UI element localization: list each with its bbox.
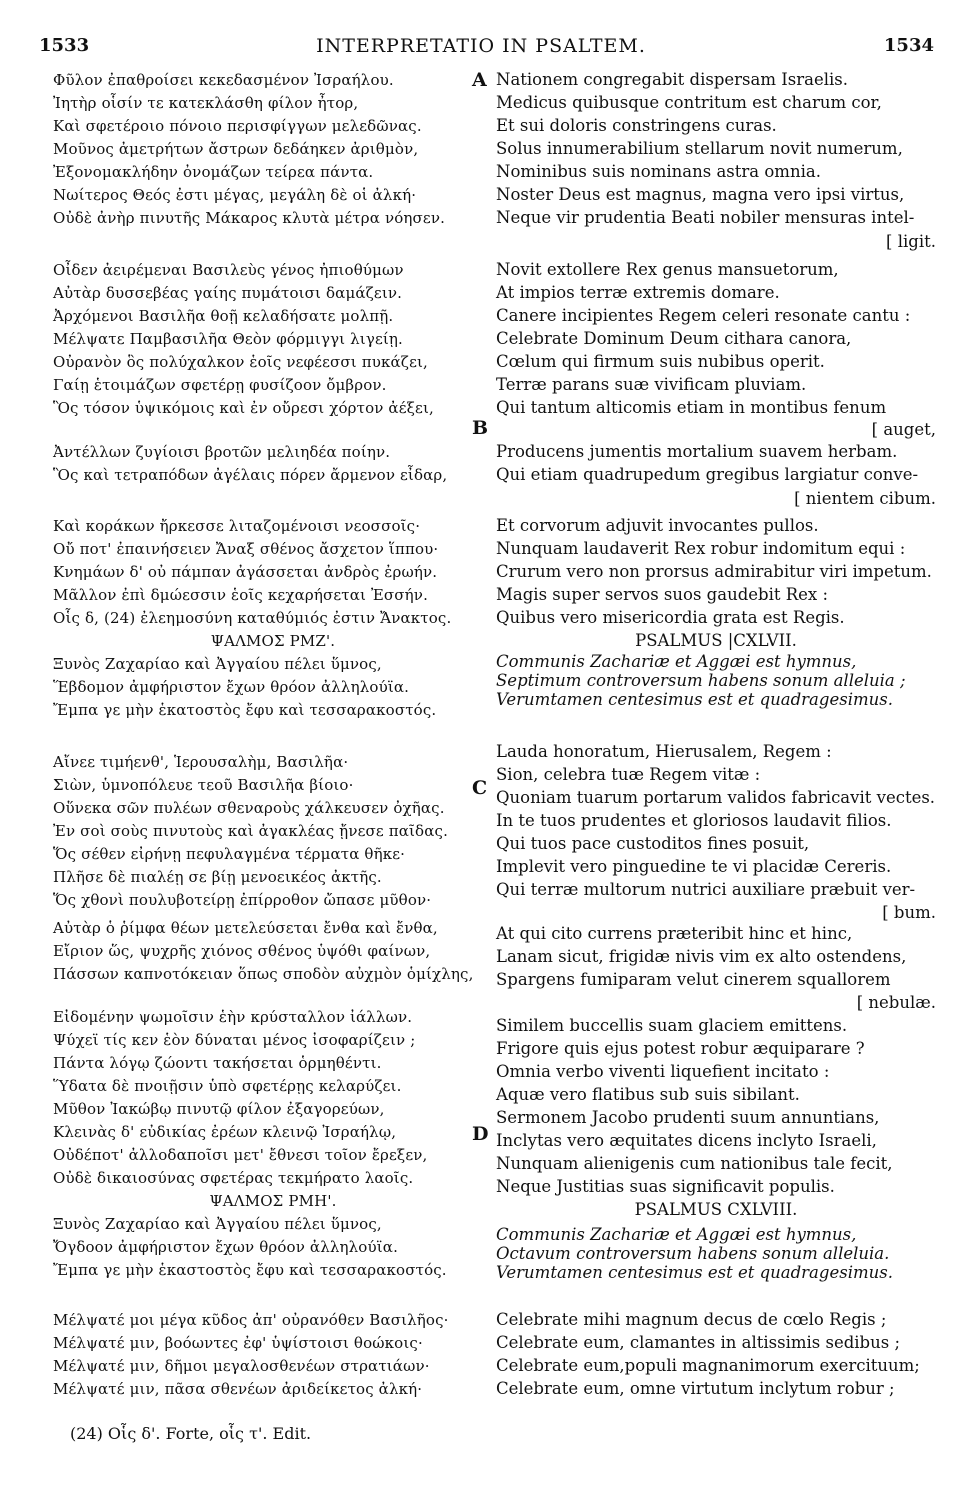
latin-verse-line: Qui tuos pace custoditos fines posuit, [496,834,810,853]
margin-mark-b: B [472,417,489,439]
latin-verse-line: Terræ parans suæ vivificam pluviam. [496,375,807,394]
latin-verse-line: Qui terræ multorum nutrici auxiliare præbuit ver- [496,880,916,899]
latin-verse-line: Celebrate Dominum Deum cithara canora, [496,329,852,348]
greek-psalm-heading: ΨΑΛΜΟΣ ΡΜΗ'. [209,1192,337,1210]
greek-verse-line: Ὕδατα δὲ πνοιῇσιν ὑπὸ σφετέρῃς κελαρύζει. [53,1077,402,1095]
greek-verse-line: Οἷς δ, (24) ἐλεημοσύνη καταθύμιός ἐστιν Ἄνακτος. [53,609,452,627]
greek-verse-line: Μῦθον Ἰακώβῳ πινυτῷ φίλον ἐξαγορεύων, [53,1100,385,1118]
greek-verse-line: Αὐτὰρ δυσσεβέας γαίης πυμάτοισι δαμάζειν. [53,284,403,302]
greek-verse-line: Ὄγδοον ἀμφήριστον ἔχων θρόον ἀλληλούϊα. [53,1238,398,1256]
greek-verse-line: Ἀρχόμενοι Βασιλῆα θοῇ κελαδήσατε μολπῇ. [53,307,394,325]
latin-verse-line: Frigore quis ejus potest robur æquiparare ? [496,1039,865,1058]
greek-verse-line: Οὐδὲ δικαιοσύνας σφετέρας τεκμήρατο λαοῖς. [53,1169,414,1187]
latin-verse-line: Aquæ vero flatibus sub suis sibilant. [496,1085,800,1104]
latin-verse-line: Inclytas vero æquitates dicens inclyto Israeli, [496,1131,877,1150]
greek-verse-line: Οὐρανὸν ὃς πολύχαλκον ἑοῖς νεφέεσσι πυκάζει, [53,353,428,371]
latin-verse-line: Nominibus suis nominans astra omnia. [496,162,821,181]
latin-verse-line: Lanam sicut, frigidæ nivis vim ex alto ostendens, [496,947,907,966]
latin-verse-line: Implevit vero pinguedine te vi placidæ Cereris. [496,857,892,876]
greek-verse-line: Πάσσων καπνοτόκειαν ὅπως σποδὸν αὐχμὸν ὁμίχλης, [53,965,474,983]
greek-verse-line: Ξυνὸς Ζαχαρίαο καὶ Ἀγγαίου πέλει ὕμνος, [53,655,382,673]
latin-verse-line: Nunquam alienigenis cum nationibus tale fecit, [496,1154,893,1173]
page-number-right: 1534 [883,35,934,56]
greek-verse-line: Μέλψατέ μιν, δῆμοι μεγαλοσθενέων στρατιάων· [53,1357,430,1375]
greek-verse-line: Καὶ σφετέροιο πόνοιο περισφίγγων μελεδῶνας. [53,117,422,135]
greek-verse-line: Αὐτὰρ ὁ ῥίμφα θέων μετελεύσεται ἔνθα καὶ ἔνθα, [53,919,438,937]
page-number-left: 1533 [39,35,90,56]
footnote: (24) Οἷς δ'. Forte, οἷς τ'. Edit. [70,1424,312,1443]
latin-verse-line: Omnia verbo viventi liquefient incitato : [496,1062,830,1081]
greek-verse-line: Πλῆσε δὲ πιαλέῃ σε βίῃ μενοεικέος ἀκτῆς. [53,868,382,886]
greek-verse-line: Ἔμπα γε μὴν ἑκατοστὸς ἔφυ καὶ τεσσαρακοστός. [53,701,437,719]
greek-verse-line: Εἴριον ὥς, ψυχρῆς χιόνος σθένος ὑψόθι φαίνων, [53,942,431,960]
latin-verse-line: Communis Zachariæ et Aggæi est hymnus, [496,1225,857,1244]
greek-verse-line: Σιὼν, ὑμνοπόλευε τεοῦ Βασιλῆα βίοιο· [53,776,354,794]
latin-verse-line: Cœlum qui firmum suis nubibus operit. [496,352,825,371]
greek-verse-line: Ἀντέλλων ζυγίοισι βροτῶν μελιηδέα ποίην. [53,443,391,461]
greek-verse-line: Μέλψατέ μιν, βοόωντες ἐφ' ὑψίστοισι θοώκοις· [53,1334,423,1352]
greek-verse-line: Νωίτερος Θεός ἐστι μέγας, μεγάλη δὲ οἱ ἀλκή· [53,186,417,204]
latin-verse-line: Sion, celebra tuæ Regem vitæ : [496,765,761,784]
greek-verse-line: Γαίῃ ἑτοιμάζων σφετέρῃ φυσίζοον ὄμβρον. [53,376,387,394]
latin-verse-line: Producens jumentis mortalium suavem herbam. [496,442,898,461]
greek-verse-line: Οὐδὲ ἀνὴρ πινυτῆς Μάκαρος κλυτὰ μέτρα νόησεν. [53,209,446,227]
greek-verse-line: Ὅς σέθεν εἰρήνῃ πεφυλαγμένα τέρματα θῆκε· [53,845,406,863]
latin-verse-line: Quoniam tuarum portarum validos fabricavit vectes. [496,788,936,807]
latin-verse-line: Similem buccellis suam glaciem emittens. [496,1016,848,1035]
latin-verse-line: Celebrate eum, clamantes in altissimis sedibus ; [496,1333,901,1352]
latin-verse-line: Communis Zachariæ et Aggæi est hymnus, [496,652,857,671]
margin-mark-c: C [472,777,488,799]
greek-verse-line: Καὶ κοράκων ἤρκεσσε λιταζομένοισι νεοσσοῖς· [53,517,421,535]
greek-verse-line: Ἕβδομον ἀμφήριστον ἔχων θρόον ἀλληλούϊα. [53,678,410,696]
greek-verse-line: Ἐν σοὶ σοὺς πινυτοὺς καὶ ἀγακλέας ᾔνεσε παῖδας. [53,822,448,840]
greek-verse-line: Φῦλον ἐπαθροίσει κεκεδασμένον Ἰσραήλου. [53,71,394,89]
latin-verse-line: Verumtamen centesimus est et quadragesimus. [496,1263,893,1282]
running-title: INTERPRETATIO IN PSALTEM. [316,35,646,57]
latin-verse-line: [ auget, [871,420,936,439]
latin-verse-line: Neque vir prudentia Beati nobiler mensuras intel- [496,208,915,227]
latin-verse-line: Octavum controversum habens sonum alleluia. [496,1244,890,1263]
greek-verse-line: Μέλψατέ μιν, πᾶσα σθενέων ἀριδείκετος ἀλκή· [53,1380,423,1398]
margin-mark-a: A [472,69,487,91]
latin-verse-line: Lauda honoratum, Hierusalem, Regem : [496,742,832,761]
latin-verse-line: Celebrate eum, omne virtutum inclytum robur ; [496,1379,895,1398]
greek-verse-line: Μέλψατέ μοι μέγα κῦδος ἀπ' οὐρανόθεν Βασιλῆος· [53,1311,449,1329]
greek-verse-line: Ὅς χθονὶ πουλυβοτείρῃ ἐπίρροθον ὤπασε μῦθον· [53,891,432,909]
latin-verse-line: Novit extollere Rex genus mansuetorum, [496,260,839,279]
greek-verse-line: Αἴνεε τιμήενθ', Ἱερουσαλὴμ, Βασιλῆα· [53,753,349,771]
greek-verse-line: Μοῦνος ἀμετρήτων ἄστρων δεδάηκεν ἀριθμὸν, [53,140,419,158]
latin-verse-line: [ nientem cibum. [794,489,936,508]
latin-verse-line: Nationem congregabit dispersam Israelis. [496,70,848,89]
greek-verse-line: Εἰδομένην ψωμοῖσιν ἑὴν κρύσταλλον ἰάλλων. [53,1008,413,1026]
greek-verse-line: Ψύχεϊ τίς κεν ἑὸν δύναται μένος ἰσοφαρίζειν ; [53,1031,416,1049]
greek-verse-line: Κνημάων δ' οὐ πάμπαν ἀγάσσεται ἀνδρὸς ἐρωήν. [53,563,438,581]
latin-verse-line: Celebrate eum,populi magnanimorum exercituum; [496,1356,920,1375]
latin-verse-line: Qui tantum alticomis etiam in montibus fenum [496,398,887,417]
latin-verse-line: Verumtamen centesimus est et quadragesimus. [496,690,893,709]
greek-verse-line: Ἔμπα γε μὴν ἑκαστοστὸς ἔφυ καὶ τεσσαρακοστός. [53,1261,447,1279]
greek-verse-line: Πάντα λόγῳ ζώοντι τακήσεται ὁρμηθέντι. [53,1054,382,1072]
latin-verse-line: Quibus vero misericordia grata est Regis. [496,608,845,627]
latin-verse-line: At qui cito currens præteribit hinc et hinc, [496,924,853,943]
latin-verse-line: Septimum controversum habens sonum alleluia ; [496,671,906,690]
latin-verse-line: Spargens fumiparam velut cinerem squallorem [496,970,891,989]
latin-verse-line: Magis super servos suos gaudebit Rex : [496,585,829,604]
greek-psalm-heading: ΨΑΛΜΟΣ ΡΜΖ'. [210,632,336,650]
greek-verse-line: Οὐδέποτ' ἀλλοδαποῖσι μετ' ἔθνεσι τοῖον ἔρεξεν, [53,1146,428,1164]
latin-verse-line: Sermonem Jacobo prudenti suum annuntians, [496,1108,880,1127]
latin-verse-line: Qui etiam quadrupedum gregibus largiatur conve- [496,465,919,484]
latin-verse-line: Neque Justitias suas significavit populis. [496,1177,835,1196]
latin-verse-line: Canere incipientes Regem celeri resonate cantu : [496,306,911,325]
latin-verse-line: Et sui doloris constringens curas. [496,116,777,135]
latin-verse-line: Solus innumerabilium stellarum novit numerum, [496,139,903,158]
greek-verse-line: Ξυνὸς Ζαχαρίαο καὶ Ἀγγαίου πέλει ὕμνος, [53,1215,382,1233]
latin-verse-line: Celebrate mihi magnum decus de cœlo Regis ; [496,1310,887,1329]
latin-verse-line: In te tuos prudentes et gloriosos laudavit filios. [496,811,892,830]
greek-verse-line: Κλεινὰς δ' εὐδικίας ἐρέων κλεινῷ Ἰσραήλῳ, [53,1123,397,1141]
latin-verse-line: Et corvorum adjuvit invocantes pullos. [496,516,819,535]
margin-mark-d: D [472,1123,489,1145]
greek-verse-line: Οἶδεν ἀειρέμεναι Βασιλεὺς γένος ἠπιοθύμων [53,261,404,279]
latin-verse-line: Medicus quibusque contritum est charum cor, [496,93,882,112]
latin-psalm-heading: PSALMUS |CXLVII. [635,631,797,650]
latin-verse-line: Nunquam laudaverit Rex robur indomitum equi : [496,539,906,558]
greek-verse-line: Ὃς τόσον ὑψικόμοις καὶ ἐν οὔρεσι χόρτον ἀέξει, [53,399,434,417]
latin-verse-line: [ bum. [882,903,936,922]
greek-verse-line: Μᾶλλον ἐπὶ δμώεσσιν ἑοῖς κεχαρήσεται Ἐσσήν. [53,586,428,604]
latin-verse-line: Crurum vero non prorsus admirabitur viri impetum. [496,562,932,581]
latin-verse-line: At impios terræ extremis domare. [496,283,780,302]
latin-psalm-heading: PSALMUS CXLVIII. [634,1200,798,1219]
greek-verse-line: Ἰητὴρ οἷσίν τε κατεκλάσθη φίλον ἦτορ, [53,94,359,112]
greek-verse-line: Ἐξονομακλήδην ὀνομάζων τείρεα πάντα. [53,163,374,181]
latin-verse-line: Noster Deus est magnus, magna vero ipsi virtus, [496,185,905,204]
latin-verse-line: [ nebulæ. [856,993,936,1012]
greek-verse-line: Οὕνεκα σῶν πυλέων σθεναροὺς χάλκευσεν ὀχῆας. [53,799,445,817]
greek-verse-line: Οὔ ποτ' ἐπαινήσειεν Ἄναξ σθένος ἄσχετον ἵππου· [53,540,439,558]
greek-verse-line: Μέλψατε Παμβασιλῆα Θεὸν φόρμιγγι λιγείῃ. [53,330,403,348]
latin-verse-line: [ ligit. [886,232,936,251]
greek-verse-line: Ὃς καὶ τετραπόδων ἀγέλαις πόρεν ἄρμενον εἶδαρ, [53,466,448,484]
